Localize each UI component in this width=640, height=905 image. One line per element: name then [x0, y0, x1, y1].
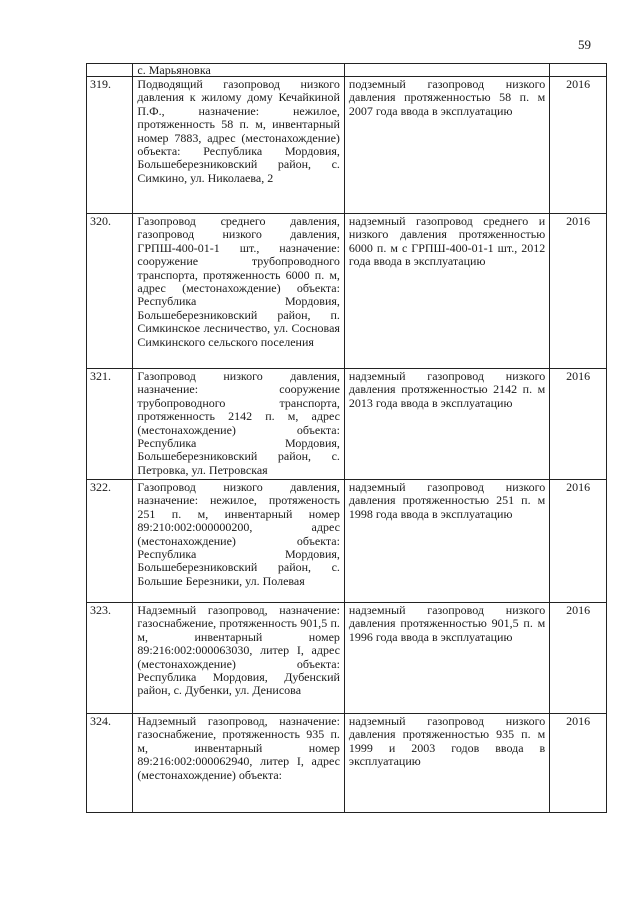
row-number-cell [87, 64, 133, 77]
object-description-cell: Надземный газопровод, назначение: газоснабжение, протяженность 901,5 п. м, инвентарный номер 89:216:002:000063030, литер I, адрес (местонахождение) объекта: Республика Мордовия, Дубенский район, с. Дубенки, ул. Денисова [133, 603, 345, 714]
table-row [87, 603, 607, 714]
basis-cell: надземный газопровод среднего и низкого давления протяженностью 6000 п. м с ГРПШ-400-01-1 шт., 2012 года ввода в эксплуатацию [344, 214, 549, 369]
year-cell: 2016 [550, 369, 607, 480]
object-description-cell: Газопровод низкого давления, назначение: сооружение трубопроводного транспорта, протяженность 2142 п. м, адрес (местонахождение) объекта: Республика Мордовия, Большеберезниковский район, с. Петровка, ул. Петровская [133, 369, 345, 480]
table-row-continuation [87, 64, 607, 77]
object-description-cell: с. Марьяновка [133, 64, 345, 77]
table-row [87, 77, 607, 214]
basis-cell: надземный газопровод низкого давления протяженностью 2142 п. м 2013 года ввода в эксплуатацию [344, 369, 549, 480]
basis-cell: надземный газопровод низкого давления протяженностью 935 п. м 1999 и 2003 годов ввода в эксплуатацию [344, 714, 549, 813]
object-description-cell: Газопровод среднего давления, газопровод низкого давления, ГРПШ-400-01-1 шт., назначение: сооружение трубопроводного транспорта, протяженность 6000 п. м, адрес (местонахождение) объекта: Республика Мордовия, Большеберезниковский район, п. Симкинское лесничество, ул. Сосновая Симкинского сельского поселения [133, 214, 345, 369]
row-number-cell: 324. [87, 714, 133, 813]
object-description-cell: Подводящий газопровод низкого давления к жилому дому Кечайкиной П.Ф., назначение: нежилое, протяженность 58 п. м, инвентарный номер 7883, адрес (местонахождение) объекта: Республика Мордовия, Большеберезниковский район, с. Симкино, ул. Николаева, 2 [133, 77, 345, 214]
row-number-cell: 320. [87, 214, 133, 369]
row-number-cell: 322. [87, 480, 133, 603]
year-cell [550, 64, 607, 77]
row-number-cell: 321. [87, 369, 133, 480]
table-row [87, 369, 607, 480]
row-number-cell: 319. [87, 77, 133, 214]
object-description-cell: Газопровод низкого давления, назначение: нежилое, протяженость 251 п. м, инвентарный номер 89:210:002:000000200, адрес (местонахождение) объекта: Республика Мордовия, Большеберезниковский район, с. Большие Березники, ул. Полевая [133, 480, 345, 603]
row-number-cell: 323. [87, 603, 133, 714]
year-cell: 2016 [550, 603, 607, 714]
table-row [87, 714, 607, 813]
basis-cell [344, 64, 549, 77]
property-registry-table [86, 63, 607, 813]
object-description-cell: Надземный газопровод, назначение: газоснабжение, протяженность 935 п. м, инвентарный номер 89:216:002:000062940, литер I, адрес (местонахождение) объекта: [133, 714, 345, 813]
year-cell: 2016 [550, 214, 607, 369]
basis-cell: подземный газопровод низкого давления протяженностью 58 п. м 2007 года ввода в эксплуатацию [344, 77, 549, 214]
basis-cell: надземный газопровод низкого давления протяженностью 901,5 п. м 1996 года ввода в эксплуатацию [344, 603, 549, 714]
year-cell: 2016 [550, 480, 607, 603]
page-number: 59 [578, 37, 591, 52]
basis-cell: надземный газопровод низкого давления протяженностью 251 п. м 1998 года ввода в эксплуатацию [344, 480, 549, 603]
year-cell: 2016 [550, 714, 607, 813]
table-row [87, 480, 607, 603]
table-row [87, 214, 607, 369]
year-cell: 2016 [550, 77, 607, 214]
